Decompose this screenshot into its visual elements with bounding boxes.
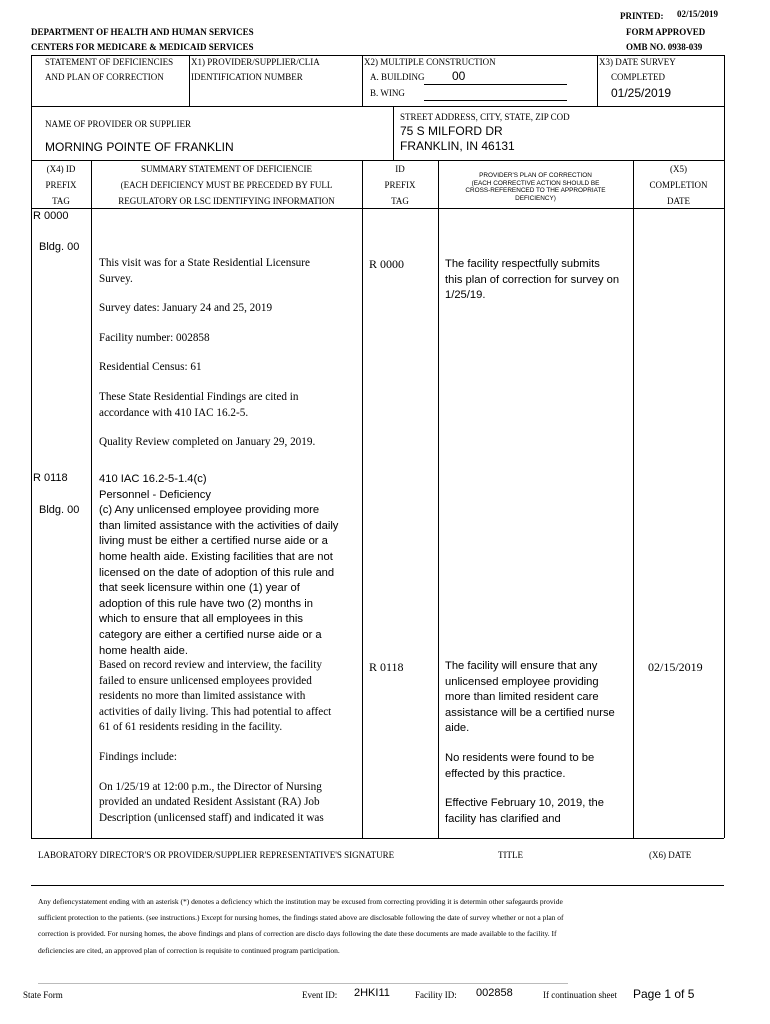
disclaimer-text: Any defiencystatement ending with an asterisk (*) denotes a deficiency which the institution may be excused from correcting providing it is determin other safegaurds provide sufficient protection to the patients. (see instructions.) Except for nursing homes, the findings stated above are disclosable following the date of survey whether or not a plan of correction is provided. For nursing homes, the above findings and plans of correction are disclo days following the date these documents are made available to the facility. If deficiencies are cited, an approved plan of correction is requisite to continued program participation. (38, 897, 564, 955)
address-line-2: FRANKLIN, IN 46131 (400, 139, 515, 153)
visit-paragraph-3: Facility number: 002858 (99, 331, 210, 344)
x4-header-3: TAG (52, 196, 70, 206)
frame-top-line (31, 55, 724, 56)
x3-label-1: X3) DATE SURVEY (599, 57, 676, 67)
col-divider-1 (91, 160, 92, 838)
title-label: TITLE (498, 850, 523, 860)
x2-label: X2) MULTIPLE CONSTRUCTION (364, 57, 496, 67)
row2-bottom-line (31, 160, 724, 161)
finding-paragraph-2: Findings include: (99, 750, 178, 763)
plan-header-2: (EACH CORRECTIVE ACTION SHOULD BE (471, 179, 600, 187)
tag-r0000: R 0000 (33, 210, 69, 222)
event-id-label: Event ID: (302, 990, 338, 1000)
page-number: Page 1 of 5 (633, 987, 695, 1001)
x3-label-2: COMPLETED (611, 72, 665, 82)
summary-header-3: REGULATORY OR LSC IDENTIFYING INFORMATION (118, 196, 335, 206)
x2-building-label: A. BUILDING (370, 72, 425, 82)
finding-paragraph-3: On 1/25/19 at 12:00 p.m., the Director of Nursing provided an undated Resident Assistant (RA) Job Description (unlicensed staff) and indicated it was (99, 780, 324, 824)
provider-name: MORNING POINTE OF FRANKLIN (45, 140, 234, 154)
col-divider-2 (362, 160, 363, 838)
plan-r0118-paragraph-1: The facility will ensure that any unlicensed employee providing more than limited resident care assistance will be a certified nurse aide. (445, 660, 615, 735)
event-id-value: 2HKI11 (354, 987, 390, 999)
department-title: DEPARTMENT OF HEALTH AND HUMAN SERVICES (31, 27, 254, 37)
x2-wing-label: B. WING (370, 88, 405, 98)
visit-paragraph-1: This visit was for a State Residential Licensure Survey. (99, 257, 310, 285)
plan-header-3: CROSS-REFERENCED TO THE APPROPRIATE (465, 187, 606, 194)
omb-number: OMB NO. 0938-039 (626, 42, 703, 52)
x3-date-value: 01/25/2019 (611, 86, 672, 100)
plan-header (438, 172, 633, 202)
footer-divider (38, 983, 568, 984)
col-header-bottom-line (31, 208, 724, 209)
visit-paragraph-6: Quality Review completed on January 29, 2019. (99, 436, 316, 449)
plan-r0118-paragraph-3: Effective February 10, 2019, the facility has clarified and (445, 797, 605, 825)
wing-underline (424, 100, 567, 101)
col-divider-3 (438, 160, 439, 838)
divider-x1 (189, 55, 190, 106)
summary-header-2: (EACH DEFICIENCY MUST BE PRECEDED BY FULL (120, 180, 333, 190)
visit-paragraph-4: Residential Census: 61 (99, 361, 202, 374)
centers-title: CENTERS FOR MEDICARE & MEDICAID SERVICES (31, 42, 254, 52)
printed-date: 02/15/2019 (677, 9, 719, 19)
divider-address (393, 106, 394, 160)
continuation-label: If continuation sheet (543, 990, 617, 1000)
id-header-3: TAG (391, 196, 409, 206)
x4-header-1: (X4) ID (46, 164, 76, 174)
regulation-text: 410 IAC 16.2-5-1.4(c) Personnel - Deficiency (c) Any unlicensed employee providing more than limited assistance with the activities of daily living must be either a certified nurse aide or a home health aide. Existing facilities that are not licensed on the date of adoption of this rule and that seek licensure within one (1) year of adoption of this rule have two (2) months in which to ensure that all employees in this category are either a certified nurse aide or a home health aide. (99, 473, 339, 657)
x4-header-2: PREFIX (45, 180, 77, 190)
id-header-1: ID (395, 164, 405, 174)
bldg-label-1: Bldg. 00 (39, 241, 80, 253)
frame-right-line (724, 55, 725, 838)
building-underline (424, 84, 567, 85)
plan-r0118 (445, 659, 623, 841)
form-approved: FORM APPROVED (626, 27, 706, 37)
statement-label-2: AND PLAN OF CORRECTION (45, 72, 164, 82)
plan-header-4: DEFICIENCY) (515, 194, 556, 202)
printed-label: PRINTED: (620, 11, 664, 21)
address-line-1: 75 S MILFORD DR (400, 124, 503, 138)
signature-label: LABORATORY DIRECTOR'S OR PROVIDER/SUPPLIER REPRESENTATIVE'S SIGNATURE (38, 850, 395, 860)
facility-id-value: 002858 (476, 987, 513, 999)
plan-r0118-paragraph-2: No residents were found to be effected by this practice. (445, 751, 595, 780)
finding-paragraph-1: Based on record review and interview, the facility failed to ensure unlicensed employees provided residents no more than limited assistance with activities of daily living. This had potential to affect 61 of 61 residents residing in the facility. (99, 659, 332, 734)
divider-x3 (597, 55, 598, 106)
bldg-label-2: Bldg. 00 (39, 504, 80, 516)
tag-r0118: R 0118 (33, 472, 68, 484)
id-header-2: PREFIX (384, 180, 416, 190)
plan-r0000: The facility respectfully submits this plan of correction for survey on 1/25/19. (445, 258, 620, 302)
id-tag-r0000: R 0000 (369, 257, 405, 271)
signature-bottom-line (31, 885, 724, 886)
completion-date-r0118: 02/15/2019 (648, 660, 703, 674)
x5-header-2: COMPLETION (649, 180, 708, 190)
id-tag-r0118: R 0118 (369, 660, 404, 674)
divider-x2 (362, 55, 363, 106)
findings-statement (99, 658, 339, 840)
visit-paragraph-2: Survey dates: January 24 and 25, 2019 (99, 302, 273, 315)
visit-statement (99, 256, 339, 465)
address-label: STREET ADDRESS, CITY, STATE, ZIP COD (400, 112, 570, 122)
plan-header-1: PROVIDER'S PLAN OF CORRECTION (479, 172, 592, 179)
statement-label-1: STATEMENT OF DEFICIENCIES (45, 57, 174, 67)
x5-header-1: (X5) (670, 164, 687, 174)
row1-bottom-line (31, 106, 724, 107)
summary-header-1: SUMMARY STATEMENT OF DEFICIENCIE (140, 164, 313, 174)
facility-id-label: Facility ID: (415, 990, 457, 1000)
x1-label-2: IDENTIFICATION NUMBER (191, 72, 303, 82)
x1-label-1: X1) PROVIDER/SUPPLIER/CLIA (191, 57, 320, 67)
x2-building-value: 00 (452, 69, 466, 83)
state-form-label: State Form (23, 990, 63, 1000)
x5-header-3: DATE (667, 196, 690, 206)
x6-date-label: (X6) DATE (649, 850, 692, 860)
provider-label: NAME OF PROVIDER OR SUPPLIER (45, 119, 192, 129)
col-divider-4 (633, 160, 634, 838)
visit-paragraph-5: These State Residential Findings are cited in accordance with 410 IAC 16.2-5. (99, 390, 299, 419)
